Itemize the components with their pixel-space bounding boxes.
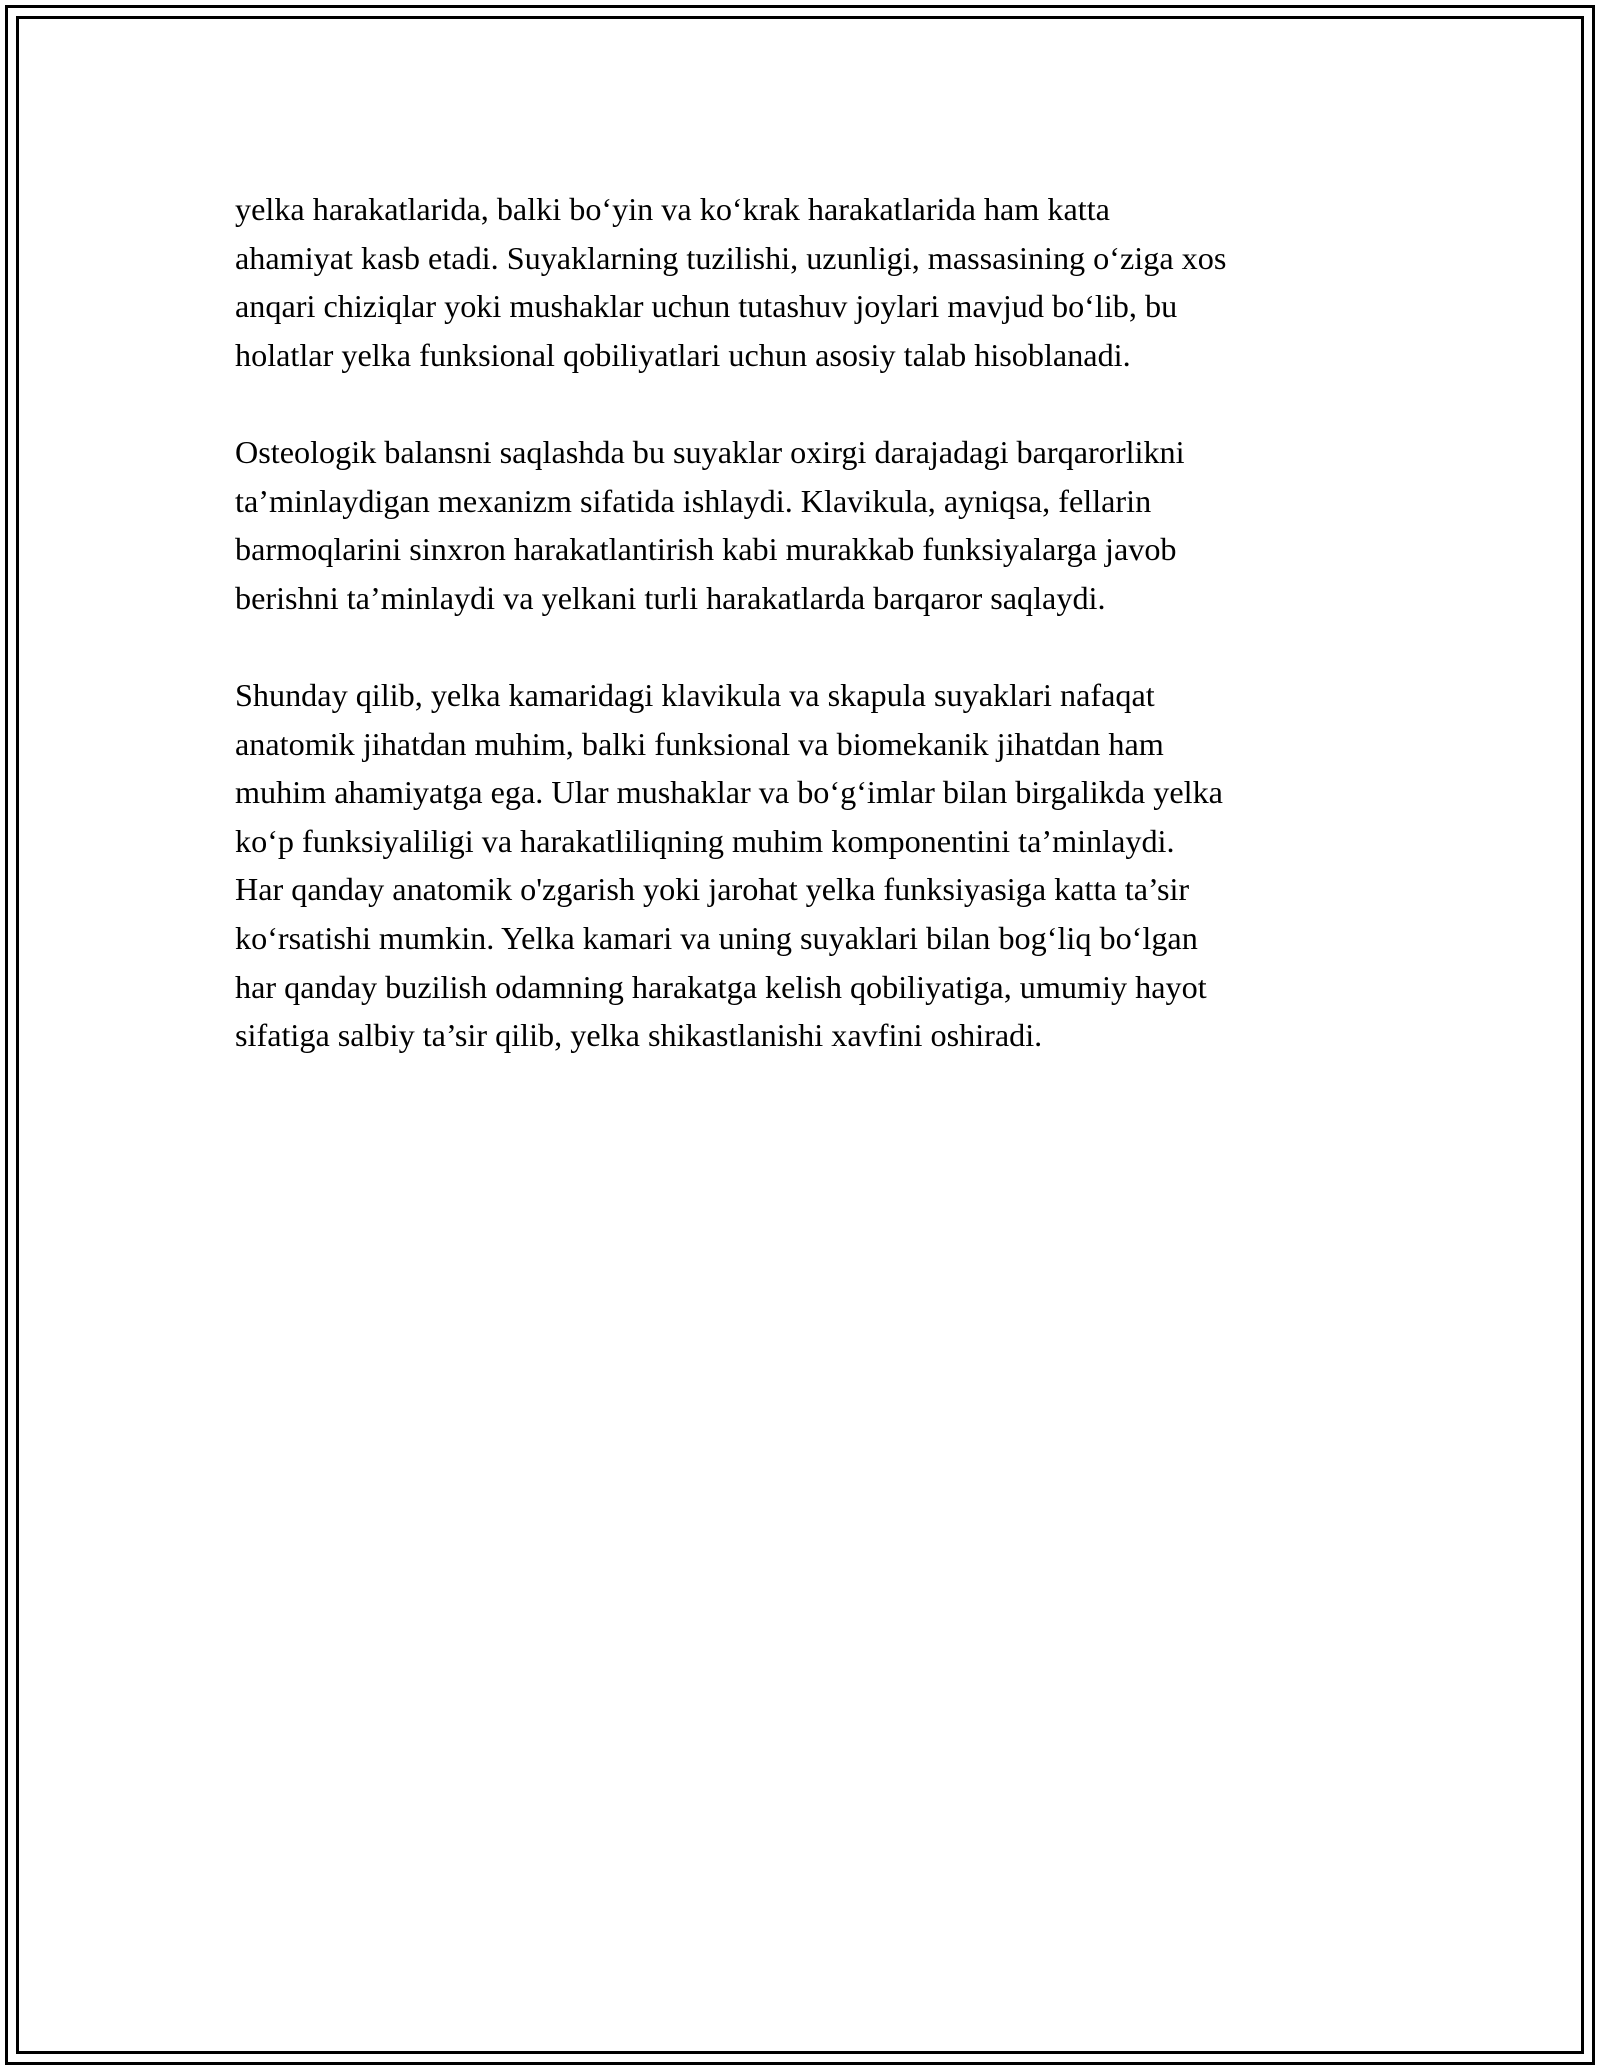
text-line: Shunday qilib, yelka kamaridagi klavikula va skapula suyaklari nafaqat	[235, 676, 1155, 713]
text-line: Har qanday anatomik o'zgarish yoki jarohat yelka funksiyasiga katta ta’sir	[235, 871, 1190, 908]
text-line: ko‘p funksiyaliligi va harakatliliqning muhim komponentini ta’minlaydi.	[235, 822, 1175, 859]
text-line: sifatiga salbiy ta’sir qilib, yelka shikastlanishi xavfini oshiradi.	[235, 1017, 1043, 1054]
paragraph-3	[235, 671, 1395, 1060]
text-line: ahamiyat kasb etadi. Suyaklarning tuzilishi, uzunligi, massasining o‘ziga xos	[235, 239, 1227, 276]
text-line: berishni ta’minlaydi va yelkani turli harakatlarda barqaror saqlaydi.	[235, 579, 1106, 616]
paragraph-2	[235, 428, 1395, 622]
text-line: har qanday buzilish odamning harakatga kelish qobiliyatiga, umumiy hayot	[235, 968, 1207, 1005]
document-body	[235, 185, 1395, 1108]
text-line: anatomik jihatdan muhim, balki funksional va biomekanik jihatdan ham	[235, 725, 1164, 762]
text-line: holatlar yelka funksional qobiliyatlari uchun asosiy talab hisoblanadi.	[235, 336, 1131, 373]
paragraph-1	[235, 185, 1395, 379]
text-line: Osteologik balansni saqlashda bu suyaklar oxirgi darajadagi barqarorlikni	[235, 433, 1185, 470]
text-line: muhim ahamiyatga ega. Ular mushaklar va bo‘g‘imlar bilan birgalikda yelka	[235, 774, 1223, 811]
text-line: ko‘rsatishi mumkin. Yelka kamari va uning suyaklari bilan bog‘liq bo‘lgan	[235, 919, 1198, 956]
text-line: anqari chiziqlar yoki mushaklar uchun tutashuv joylari mavjud bo‘lib, bu	[235, 288, 1178, 325]
text-line: yelka harakatlarida, balki bo‘yin va ko‘krak harakatlarida ham katta	[235, 191, 1110, 227]
text-line: barmoqlarini sinxron harakatlantirish kabi murakkab funksiyalarga javob	[235, 531, 1177, 568]
text-line: ta’minlaydigan mexanizm sifatida ishlaydi. Klavikula, ayniqsa, fellarin	[235, 482, 1152, 519]
